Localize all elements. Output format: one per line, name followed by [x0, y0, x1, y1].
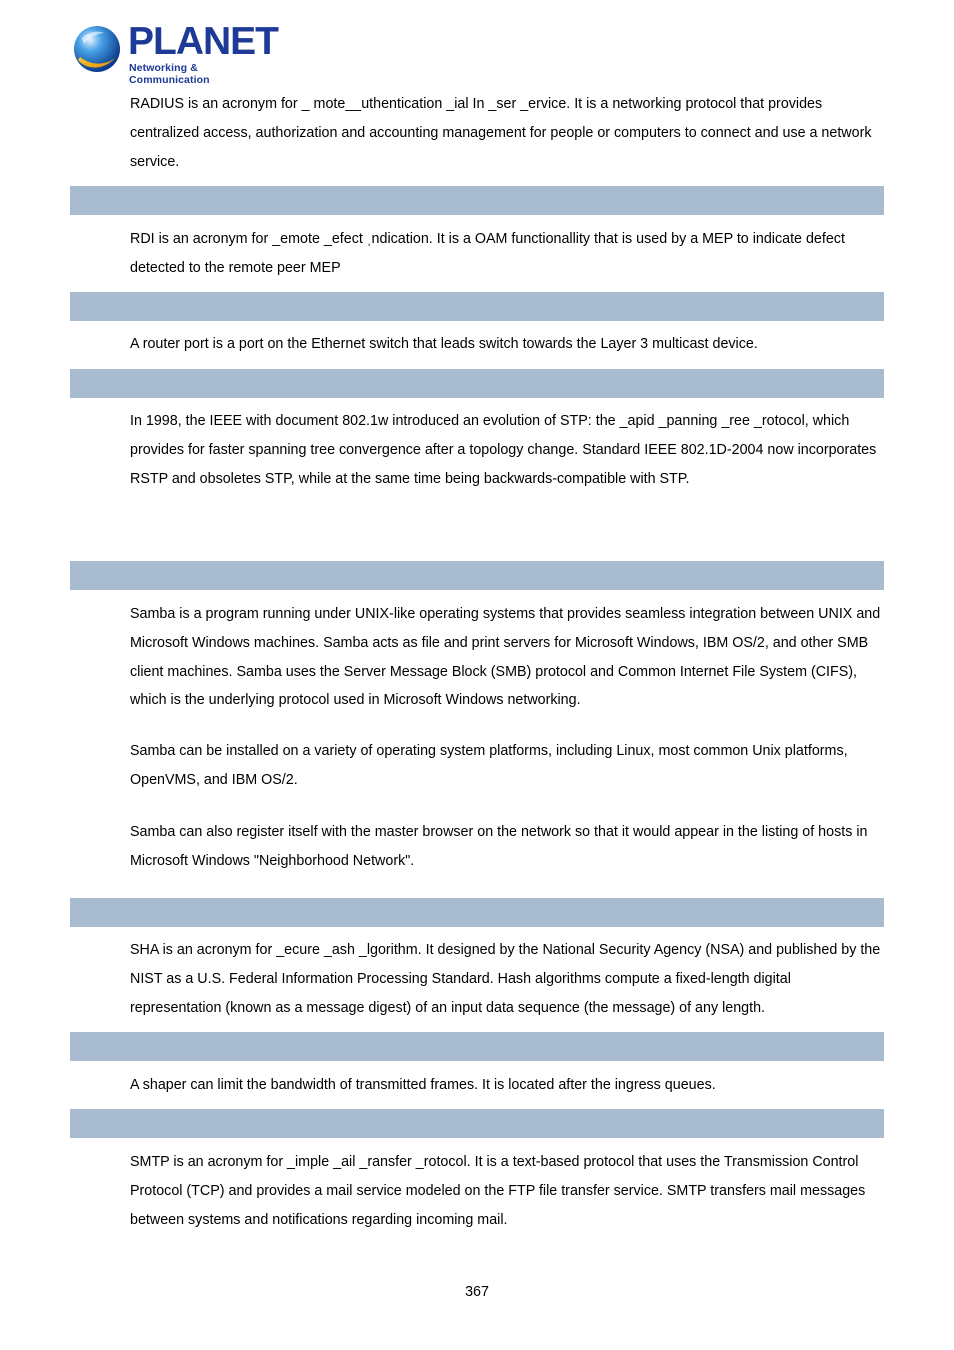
section-heading-bar — [70, 292, 884, 321]
planet-globe-icon — [72, 24, 122, 74]
section-heading-bar — [70, 1109, 884, 1138]
entry-samba-text-1: Samba is a program running under UNIX-like operating systems that provides seamless integration between UNIX and Microsoft Windows machines. Samba acts as file and print servers for Microsoft Windows, IBM OS/2, and other SMB client machines. Samba uses the Server Message Block (SMB) protocol and Common Internet File System (CIFS), which is the underlying protocol used in Microsoft Windows networking. — [130, 606, 881, 709]
entry-shaper-text: A shaper can limit the bandwidth of transmitted frames. It is located after the ingress queues. — [130, 1077, 716, 1093]
entry-router-port-text: A router port is a port on the Ethernet switch that leads switch towards the Layer 3 multicast device. — [130, 336, 758, 352]
section-heading-bar — [70, 186, 884, 215]
entry-sha-text: SHA is an acronym for _ecure _ash _lgorithm. It designed by the National Security Agency (NSA) and published by the NIST as a U.S. Federal Information Processing Standard. Hash algorithms compute a fixed-length digital representation (known as a message digest) of an input data sequence (the message) of any length. — [130, 942, 881, 1016]
entry-rdi-text: RDI is an acronym for _emote _efect ˌndication. It is a OAM functionallity that is used by a MEP to indicate defect detected to the remote peer MEP — [130, 231, 845, 276]
logo-tagline: Networking & Communication — [129, 62, 210, 86]
entry-radius-text: RADIUS is an acronym for _ mote__uthentication _ial In _ser _ervice. It is a networking protocol that provides centralized access, authorization and accounting management for people or computers to connect and use a network service. — [130, 96, 872, 170]
section-heading-bar — [70, 1032, 884, 1061]
section-heading-bar — [70, 369, 884, 398]
section-heading-bar — [70, 898, 884, 927]
entry-samba-text-3: Samba can also register itself with the master browser on the network so that it would appear in the listing of hosts in Microsoft Windows "Neighborhood Network". — [130, 824, 868, 869]
logo-wordmark: PLANET — [128, 20, 278, 63]
planet-logo — [72, 20, 278, 86]
entry-smtp-text: SMTP is an acronym for _imple _ail _ransfer _rotocol. It is a text-based protocol that uses the Transmission Control Protocol (TCP) and provides a mail service modeled on the FTP file transfer service. SMTP transfers mail messages between systems and notifications regarding incoming mail. — [130, 1154, 866, 1228]
entry-samba-text-2: Samba can be installed on a variety of operating system platforms, including Linux, most common Unix platforms, OpenVMS, and IBM OS/2. — [130, 743, 848, 788]
entry-rstp-text: In 1998, the IEEE with document 802.1w introduced an evolution of STP: the _apid _panning _ree _rotocol, which provides for faster spanning tree convergence after a topology change. Standard IEEE 802.1D-2004 now incorporates RSTP and obsoletes STP, while at the same time being backwards-compatible with STP. — [130, 413, 877, 487]
section-heading-bar — [70, 561, 884, 590]
page-number: 367 — [465, 1284, 489, 1300]
